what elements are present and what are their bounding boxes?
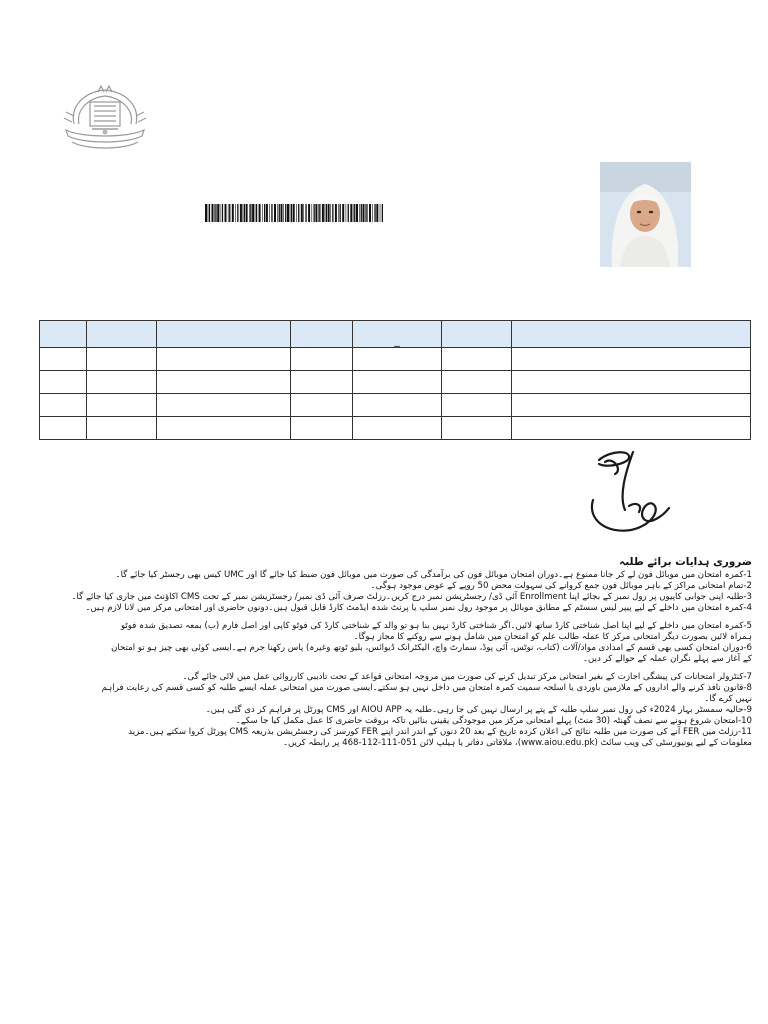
- table-header-cell: [87, 321, 157, 348]
- table-row: [40, 417, 751, 440]
- table-cell: [512, 394, 751, 417]
- table-cell: [353, 417, 442, 440]
- university-crest-icon: [62, 84, 148, 154]
- table-cell: [87, 394, 157, 417]
- table-header-cell: _: [353, 321, 442, 348]
- table-cell: [291, 417, 353, 440]
- table-cell: [40, 348, 87, 371]
- table-cell: [512, 371, 751, 394]
- instruction-item: 2-تمام امتحانی مراکز کے باہر موبائل فون جمع کروانے کی سہولت محض 50 روپے کے عوض موجود ہوگی۔: [370, 581, 752, 591]
- table-row: [40, 394, 751, 417]
- table-header-cell: [442, 321, 512, 348]
- barcode-icon: [205, 204, 385, 222]
- table-cell: [87, 348, 157, 371]
- table-header-cell: [40, 321, 87, 348]
- instruction-item: 7-کنٹرولر امتحانات کی پیشگی اجازت کے بغیر امتحانی مرکز تبدیل کرنے کی صورت میں مروجہ امتحانی قواعد کے تحت تادیبی کارروائی عمل میں لائی جائے گی۔: [182, 672, 752, 682]
- instruction-item: 4-کمرہ امتحان میں داخلے کے لیے پیپر لیس سسٹم کے مطابق موبائل پر موجود رول نمبر سلپ یا پرنٹ شدہ ایڈمٹ کارڈ قابل قبول ہیں۔دونوں حاضری اور امتحانی مرکز میں لانا لازم ہیں۔: [85, 603, 752, 613]
- instruction-item: 9-حالیہ سمسٹر بہار 2024ء کی رول نمبر سلپ طلبہ کے پتے پر ارسال نہیں کی جا رہی۔طلبہ یہ AIOU APP اور CMS پورٹل پر فراہم کر دی گئی ہیں۔: [205, 705, 752, 715]
- table-cell: [87, 371, 157, 394]
- instruction-item: 5-کمرہ امتحان میں داخلے کے لیے اپنا اصل شناختی کارڈ ساتھ لائیں۔اگر شناختی کارڈ نہیں بنا ہو تو والد کے شناختی کارڈ کی فوٹو کاپی اور اصل فارم (ب) بمعہ تصدیق شدہ فوٹو ہمراہ لائیں بصورت دیگر امتحانی مرکز کا عملہ طالب علم کو امتحان میں شامل ہونے سے روکنے کا مجاز ہوگا۔: [120, 621, 752, 642]
- table-cell: [157, 417, 291, 440]
- table-cell: [40, 417, 87, 440]
- table-cell: [157, 348, 291, 371]
- table-cell: [291, 348, 353, 371]
- table-cell: [442, 348, 512, 371]
- table-cell: [442, 417, 512, 440]
- table-cell: [87, 417, 157, 440]
- table-cell: [353, 371, 442, 394]
- table-cell: [442, 394, 512, 417]
- instruction-item: 6-دوران امتحان کسی بھی قسم کے امدادی مواد/آلات (کتاب، نوٹس، آئی پوڈ، سمارٹ واچ، الیکٹرانک ڈیوائس، بلیو ٹوتھ وغیرہ) پاس رکھنا جرم ہے۔ایسی کوئی بھی چیز ہو تو امتحان کے آغاز سے پہلے نگران عملہ کے حوالے کر دیں۔: [111, 643, 752, 664]
- table-cell: [157, 371, 291, 394]
- table-cell: [512, 417, 751, 440]
- instruction-item: 3-طلبہ اپنی جوابی کاپیوں پر رول نمبر کے بجائے اپنا Enrollment آئی ڈی/ رجسٹریشن نمبر درج کریں۔رزلٹ صرف آئی ڈی نمبر/ رجسٹریشن نمبر کے تحت CMS اکاؤنٹ میں جاری کیا جائے گا۔: [71, 592, 752, 602]
- table-header-cell: [291, 321, 353, 348]
- table-header-cell: [157, 321, 291, 348]
- table-header-cell: [512, 321, 751, 348]
- table-row: [40, 371, 751, 394]
- table-cell: [40, 394, 87, 417]
- instructions-section: [71, 556, 752, 749]
- instruction-item: 10-امتحان شروع ہونے سے نصف گھنٹہ (30 منٹ) پہلے امتحانی مرکز میں موجودگی یقینی بنائیں تاکہ بروقت حاضری کا عمل مکمل کیا جا سکے۔: [235, 716, 752, 726]
- signature-icon: [585, 444, 675, 536]
- table-cell: [157, 394, 291, 417]
- instruction-item: 1-کمرہ امتحان میں موبائل فون لے کر جانا ممنوع ہے۔دوران امتحان موبائل فون کی برآمدگی کی صورت میں موبائل فون ضبط کیا جائے گا اور UMC کیس بھی رجسٹر کیا جائے گا۔: [115, 570, 752, 580]
- table-cell: [512, 348, 751, 371]
- table-cell: [442, 371, 512, 394]
- table-header-row: [40, 321, 751, 348]
- exam-schedule-table: [39, 320, 751, 440]
- instruction-item: 11-رزلٹ میں FER آنے کی صورت میں طلبہ نتائج کی اعلان کردہ تاریخ کے بعد 20 دنوں کے اندر اندر اپنے FER کورسز کی رجسٹریشن بذریعہ CMS پورٹل کروا سکتے ہیں۔مزید معلومات کے لیے یونیورسٹی کی ویب سائٹ (www.aiou.edu.pk)، ملاقاتی دفاتر یا ہیلپ لائن 051-111-112-468 پر رابطہ کریں۔: [128, 727, 752, 748]
- table-cell: [291, 394, 353, 417]
- instructions-title: ضروری ہدایات برائے طلبہ: [619, 556, 752, 568]
- table-cell: [353, 394, 442, 417]
- table-cell: [291, 371, 353, 394]
- table-cell: [40, 371, 87, 394]
- table-row: [40, 348, 751, 371]
- student-photo: [600, 162, 691, 267]
- table-cell: [353, 348, 442, 371]
- instruction-item: 8-قانون نافذ کرنے والے اداروں کے ملازمین باوردی یا اسلحہ سمیت کمرہ امتحان میں داخل نہیں ہو سکتے۔ایسی صورت میں امتحانی عملہ ایسے طلبہ کو کسی قسم کی رعایت فراہم نہیں کرے گا۔: [101, 683, 752, 704]
